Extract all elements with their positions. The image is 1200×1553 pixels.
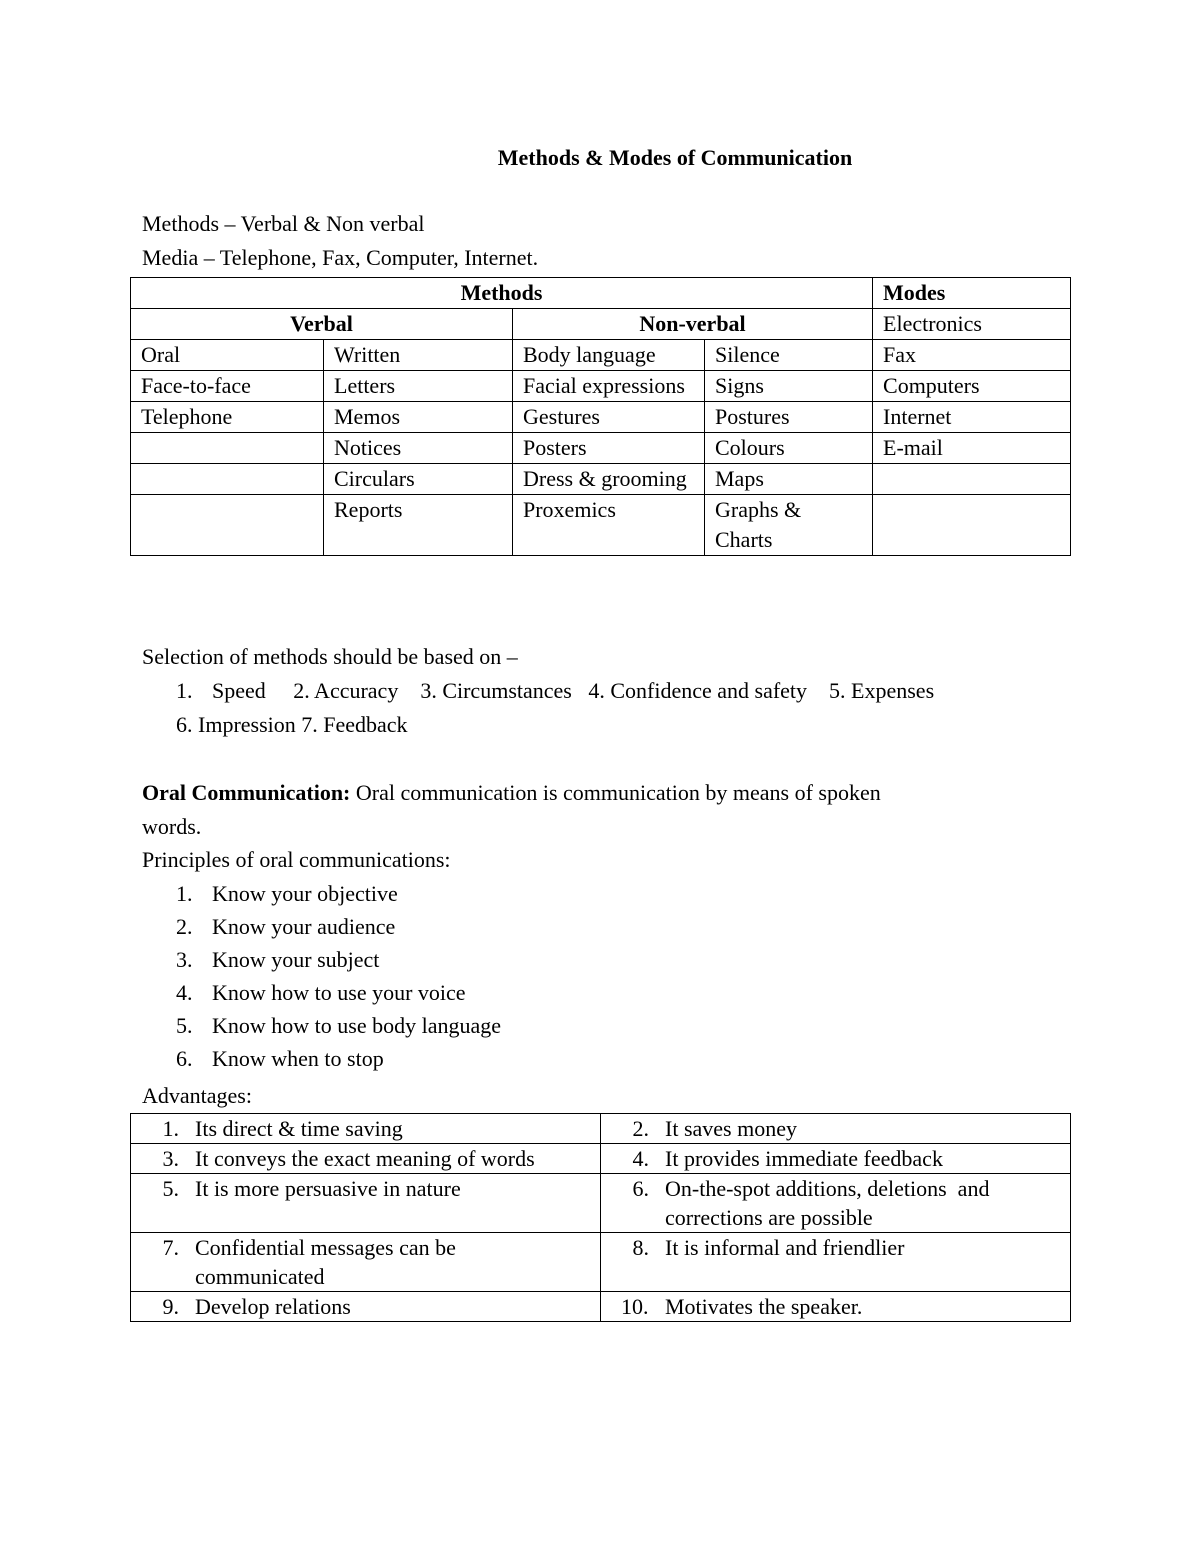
list-text: On-the-spot additions, deletions and corrections are possible (665, 1176, 995, 1230)
oral-label: Oral Communication: (142, 780, 351, 805)
selection-items: Speed 2. Accuracy 3. Circumstances 4. Confidence and safety 5. Expenses (212, 678, 935, 703)
table-cell (131, 433, 324, 464)
table-cell (131, 1292, 601, 1322)
list-text: Know your audience (212, 914, 396, 939)
table-cell: Computers (873, 371, 1071, 402)
table-cell (131, 1174, 601, 1233)
list-number: 5. (176, 1013, 193, 1038)
list-item (176, 877, 501, 910)
list-text: Confidential messages can be communicated (195, 1235, 456, 1289)
principles-heading: Principles of oral communications: (142, 847, 451, 872)
table-cell: Internet (873, 402, 1071, 433)
table-cell (131, 1144, 601, 1174)
header-modes: Modes (873, 278, 1071, 309)
header-verbal: Verbal (131, 309, 513, 340)
list-number: 4. (176, 980, 193, 1005)
table-cell: Signs (705, 371, 873, 402)
selection-heading: Selection of methods should be based on – (142, 644, 518, 669)
selection-line-1 (176, 678, 934, 704)
list-text: Know your objective (212, 881, 398, 906)
list-item (176, 943, 501, 976)
list-number: 5. (162, 1176, 179, 1201)
page-title: Methods & Modes of Communication (497, 145, 853, 170)
table-cell: Telephone (131, 402, 324, 433)
list-text: Motivates the speaker. (665, 1294, 863, 1319)
table-cell (131, 1114, 601, 1144)
table-cell: Maps (705, 464, 873, 495)
list-number: 10. (621, 1294, 649, 1319)
table-row (131, 371, 1071, 402)
table-cell: Body language (513, 340, 705, 371)
oral-definition (142, 780, 881, 806)
table-cell (601, 1174, 1071, 1233)
table-cell: Dress & grooming (513, 464, 705, 495)
list-number: 6. (632, 1176, 649, 1201)
table-cell: Written (324, 340, 513, 371)
oral-definition-cont: words. (142, 814, 202, 839)
table-row (131, 402, 1071, 433)
list-number: 3. (162, 1146, 179, 1171)
table-cell: E-mail (873, 433, 1071, 464)
table-row (131, 1292, 1071, 1322)
table-cell: Fax (873, 340, 1071, 371)
list-text: It provides immediate feedback (665, 1146, 943, 1171)
table-row (131, 1233, 1071, 1292)
table-cell (873, 495, 1071, 556)
list-text: It is more persuasive in nature (195, 1176, 461, 1201)
table-cell (601, 1292, 1071, 1322)
table-cell (601, 1144, 1071, 1174)
table-row (131, 433, 1071, 464)
list-number: 2. (176, 914, 193, 939)
table-cell (131, 1233, 601, 1292)
list-text: Develop relations (195, 1294, 351, 1319)
list-text: Know your subject (212, 947, 380, 972)
table-cell (601, 1114, 1071, 1144)
selection-number: 1. (176, 678, 193, 703)
list-item (176, 1042, 501, 1075)
oral-definition-text: Oral communication is communication by means of spoken (350, 780, 881, 805)
list-number: 3. (176, 947, 193, 972)
table-row (131, 1144, 1071, 1174)
table-cell: Face-to-face (131, 371, 324, 402)
list-text: Its direct & time saving (195, 1116, 403, 1141)
selection-line-2: 6. Impression 7. Feedback (176, 712, 408, 737)
table-cell (131, 495, 324, 556)
principles-list (176, 877, 501, 1075)
list-number: 1. (176, 881, 193, 906)
list-text: It is informal and friendlier (665, 1235, 905, 1260)
list-text: Know how to use your voice (212, 980, 466, 1005)
list-number: 1. (162, 1116, 179, 1141)
list-text: Know when to stop (212, 1046, 384, 1071)
advantages-table (130, 1113, 1071, 1322)
list-item (176, 976, 501, 1009)
table-cell: Circulars (324, 464, 513, 495)
table-cell: Letters (324, 371, 513, 402)
list-number: 2. (632, 1116, 649, 1141)
table-cell: Graphs & Charts (705, 495, 873, 556)
media-line: Media – Telephone, Fax, Computer, Internet. (142, 245, 539, 270)
advantages-heading: Advantages: (142, 1083, 252, 1108)
table-cell: Notices (324, 433, 513, 464)
list-number: 7. (162, 1235, 179, 1260)
table-cell: Memos (324, 402, 513, 433)
table-cell (873, 464, 1071, 495)
list-item (176, 1009, 501, 1042)
list-text: Know how to use body language (212, 1013, 502, 1038)
table-cell: Posters (513, 433, 705, 464)
methods-line: Methods – Verbal & Non verbal (142, 211, 425, 236)
header-methods: Methods (131, 278, 873, 309)
methods-modes-table (130, 277, 1071, 556)
table-cell: Facial expressions (513, 371, 705, 402)
table-row (131, 1174, 1071, 1233)
header-electronics: Electronics (873, 309, 1071, 340)
table-cell: Reports (324, 495, 513, 556)
list-number: 9. (162, 1294, 179, 1319)
table-cell: Oral (131, 340, 324, 371)
list-item (176, 910, 501, 943)
table-cell: Postures (705, 402, 873, 433)
table-row (131, 464, 1071, 495)
table-row (131, 1114, 1071, 1144)
list-text: It saves money (665, 1116, 797, 1141)
table-cell (131, 464, 324, 495)
table-cell: Silence (705, 340, 873, 371)
table-cell: Proxemics (513, 495, 705, 556)
list-number: 6. (176, 1046, 193, 1071)
list-number: 8. (632, 1235, 649, 1260)
list-text: It conveys the exact meaning of words (195, 1146, 535, 1171)
table-row (131, 495, 1071, 556)
table-cell: Gestures (513, 402, 705, 433)
header-nonverbal: Non-verbal (513, 309, 873, 340)
table-cell (601, 1233, 1071, 1292)
table-row (131, 340, 1071, 371)
list-number: 4. (632, 1146, 649, 1171)
table-cell: Colours (705, 433, 873, 464)
